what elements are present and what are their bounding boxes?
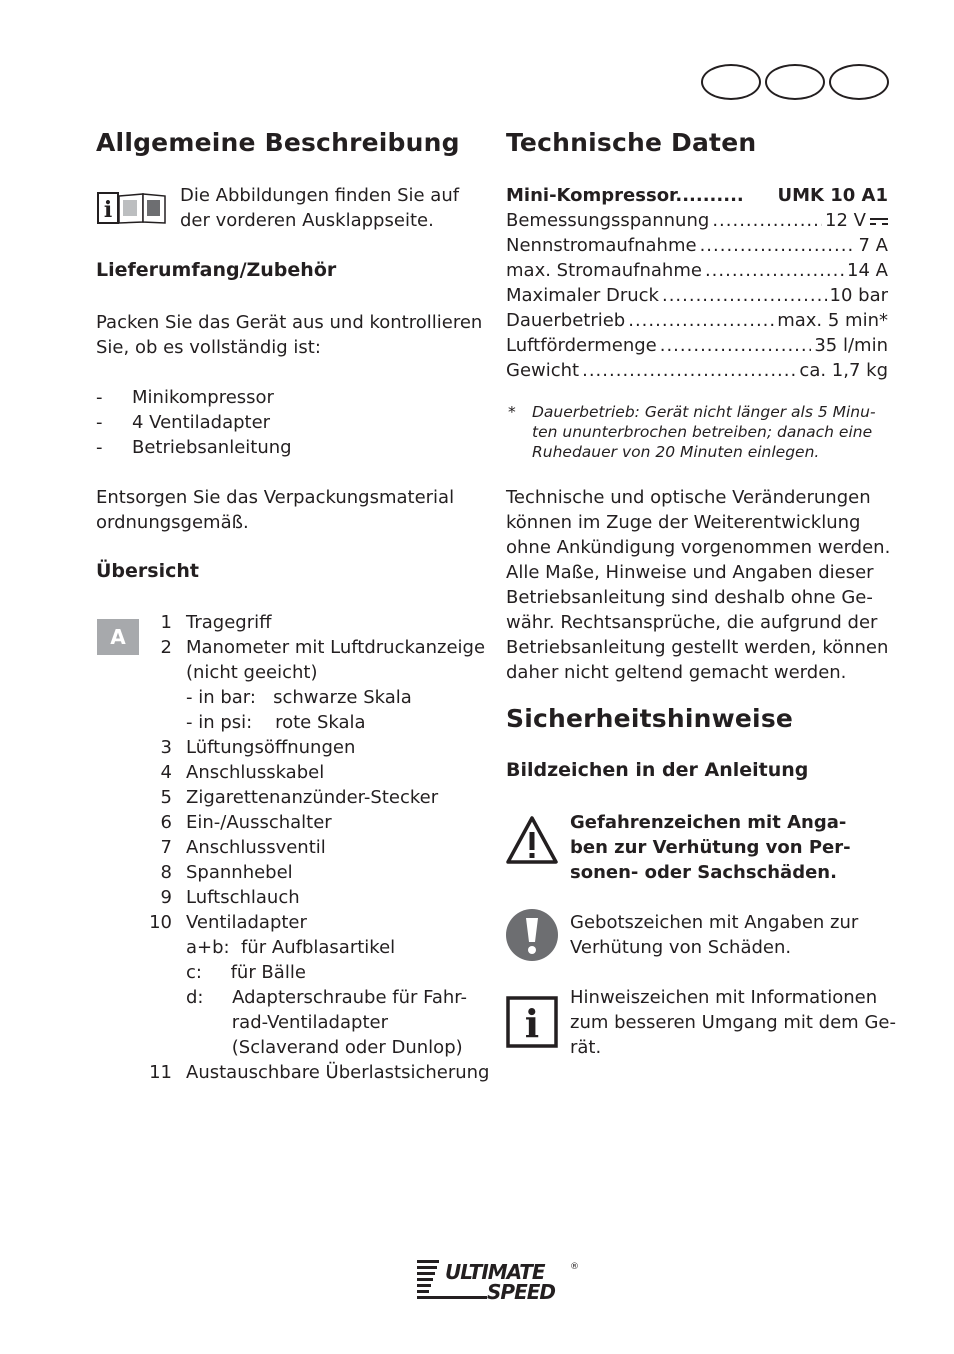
model-line: Mini-Kompressor.......... UMK 10 A1 xyxy=(506,185,888,206)
heading-scope-of-delivery: Lieferumfang/Zubehör xyxy=(96,259,337,281)
logo-registered-mark: ® xyxy=(570,1262,579,1272)
dc-symbol-icon xyxy=(866,208,888,233)
heading-symbols: Bildzeichen in der Anleitung xyxy=(506,759,809,781)
spec-row: Dauerbetrieb ..... max. 5 min* xyxy=(506,308,888,333)
logo-text-1: ULTIMATE xyxy=(445,1260,545,1284)
spec-row: Luftfördermenge ..... 35 l/min xyxy=(506,333,888,358)
oval-3 xyxy=(829,64,889,100)
svg-text:i: i xyxy=(103,197,113,223)
section-title-general: Allgemeine Beschreibung xyxy=(96,128,460,157)
list-item: - 4 Ventiladapter xyxy=(96,412,271,433)
footnote: Dauerbetrieb: Gerät nicht länger als 5 Minu- ten ununterbrochen betreiben; danach eine Ruhedauer von 20 Minuten einlegen. xyxy=(532,403,876,461)
svg-text:i: i xyxy=(524,1001,540,1046)
info-symbol-text: Hinweiszeichen mit Informationen zum besseren Umgang mit dem Ge- rät. xyxy=(570,987,896,1058)
disposal-note: Entsorgen Sie das Verpackungsmaterial ordnungsgemäß. xyxy=(96,487,455,533)
oval-1 xyxy=(701,64,761,100)
spec-row: Bemessungsspannung ..... 12 V xyxy=(506,208,888,233)
warning-symbol-text: Gefahrenzeichen mit Anga- ben zur Verhütung von Per- sonen- oder Sachschäden. xyxy=(570,812,851,883)
mandatory-symbol-text: Gebotszeichen mit Angaben zur Verhütung von Schäden. xyxy=(570,912,859,958)
section-title-safety: Sicherheitshinweise xyxy=(506,704,794,733)
list-item: - Betriebsanleitung xyxy=(96,437,292,458)
spec-row: Nennstromaufnahme ..... 7 A xyxy=(506,233,888,258)
oval-2 xyxy=(765,64,825,100)
overview-list: 1 Tragegriff 2 Manometer mit Luftdruckanzeige (nicht geeicht) - in bar: schwarze Skala - in psi: rote Skala 3 Lüftungsöffnungen 4 Anschlusskabel 5 Zigarettenanzünder-Stecker 6 Ein-/Ausschalter 7 Anschlussventil 8 Spannhebel 9 Luftschlauch 10 Ventiladapter a+b: für Aufblasartikel c: für Bälle d: Adapterschraube für Fahr- rad-Ventiladapter (Sclaverand oder Dunlop) 11 Austauschbare Überlastsicherung xyxy=(149,612,490,1083)
language-ovals xyxy=(701,64,891,100)
figure-badge: A xyxy=(97,619,139,655)
logo-text-2: SPEED xyxy=(487,1280,555,1304)
spec-row: Maximaler Druck ..... 10 bar xyxy=(506,283,888,308)
list-item: - Minikompressor xyxy=(96,387,274,408)
figure-note: Die Abbildungen finden Sie auf der vorderen Ausklappseite. xyxy=(180,185,460,231)
footnote-mark: * xyxy=(508,403,516,421)
heading-overview: Übersicht xyxy=(96,560,199,582)
section-title-technical-data: Technische Daten xyxy=(506,128,757,157)
spec-row: Gewicht ..... ca. 1,7 kg xyxy=(506,358,888,383)
warning-triangle-icon xyxy=(505,814,559,866)
spec-table xyxy=(506,208,888,383)
changes-disclaimer: Technische und optische Veränderungen können im Zuge der Weiterentwicklung ohne Ankündigung vorgenommen werden. Alle Maße, Hinweise und Angaben dieser Betriebsanleitung sind deshalb ohne Ge- währ. Rechtsansprüche, die aufgrund der Betriebsanleitung gestellt werden, können daher nicht geltend gemacht werden. xyxy=(506,487,891,683)
brand-logo xyxy=(415,1255,585,1305)
info-icon xyxy=(506,996,558,1048)
info-book-icon xyxy=(97,190,167,226)
unpack-instruction: Packen Sie das Gerät aus und kontrollieren Sie, ob es vollständig ist: xyxy=(96,312,483,358)
mandatory-exclamation-icon xyxy=(505,908,559,962)
spec-row: max. Stromaufnahme ..... 14 A xyxy=(506,258,888,283)
